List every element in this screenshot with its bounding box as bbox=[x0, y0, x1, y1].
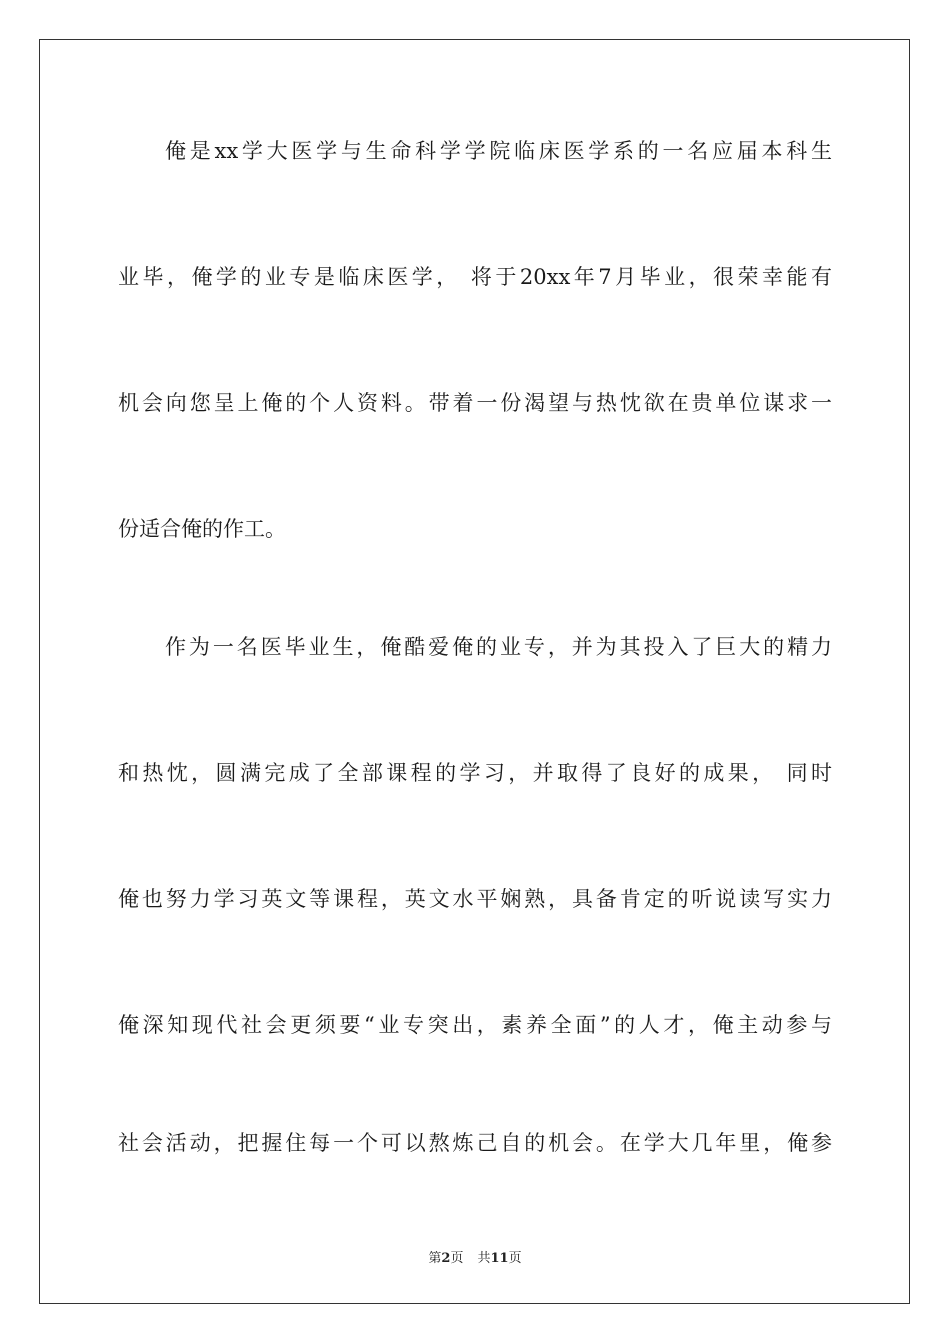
paragraph-line-6: 和热忱，圆满完成了全部课程的学习，并取得了良好的成果， 同时 bbox=[118, 761, 832, 785]
page-suffix: 页 bbox=[450, 1251, 464, 1266]
paragraph-line-8: 俺深知现代社会更须要“业专突出，素养全面”的人才，俺主动参与 bbox=[118, 1013, 832, 1037]
paragraph-line-4: 份适合俺的作工。 bbox=[118, 517, 286, 541]
page-prefix: 第 bbox=[428, 1251, 442, 1266]
page-border bbox=[39, 39, 910, 1304]
page-footer bbox=[0, 1247, 950, 1266]
paragraph-line-3: 机会向您呈上俺的个人资料。带着一份渴望与热忱欲在贵单位谋求一 bbox=[118, 391, 832, 415]
paragraph-line-9: 社会活动，把握住每一个可以熬炼己自的机会。在学大几年里，俺参 bbox=[118, 1131, 832, 1155]
total-pages: 11 bbox=[490, 1251, 509, 1266]
page-number: 2 bbox=[441, 1251, 451, 1266]
paragraph-line-7: 俺也努力学习英文等课程，英文水平娴熟，具备肯定的听说读写实力 bbox=[118, 887, 832, 911]
paragraph-line-2: 业毕，俺学的业专是临床医学， 将于20xx年7月毕业，很荣幸能有 bbox=[118, 265, 832, 289]
total-suffix: 页 bbox=[508, 1251, 522, 1266]
paragraph-line-5: 作为一名医毕业生，俺酷爱俺的业专，并为其投入了巨大的精力 bbox=[165, 635, 832, 659]
paragraph-line-1: 俺是xx学大医学与生命科学学院临床医学系的一名应届本科生 bbox=[165, 139, 832, 163]
total-prefix: 共 bbox=[477, 1251, 491, 1266]
